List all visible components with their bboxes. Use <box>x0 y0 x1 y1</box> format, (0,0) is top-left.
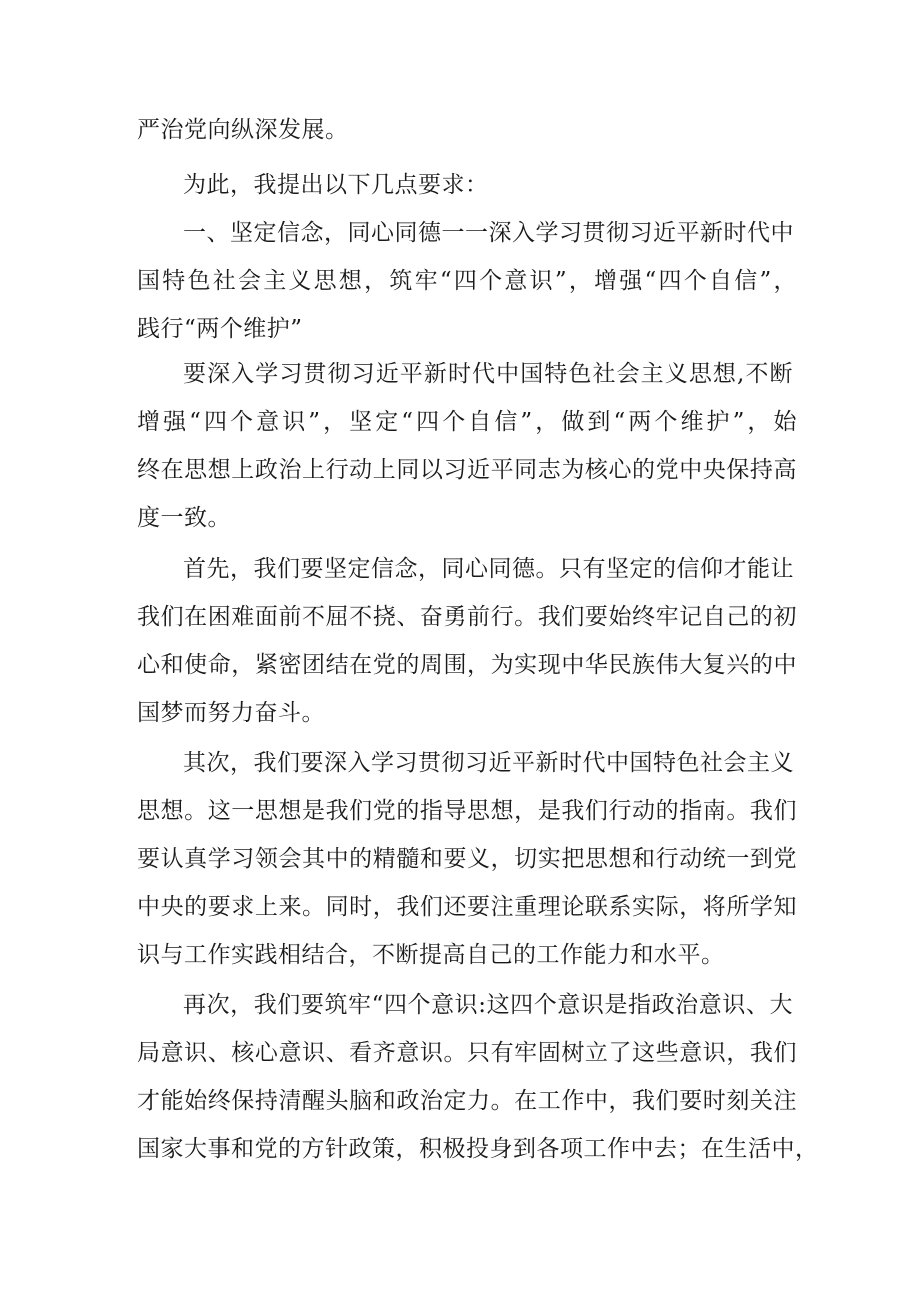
text-line: 要深入学习贯彻习近平新时代中国特色社会主义思想,不断 <box>183 361 793 387</box>
text-line: 增强“四个意识”，坚定“四个自信”，做到“两个维护”，始 <box>137 409 797 435</box>
text-line: 中央的要求上来。同时，我们还要注重理论联系实际，将所学知 <box>137 894 797 920</box>
text-line: 终在思想上政治上行动上同以习近平同志为核心的党中央保持高 <box>137 457 797 483</box>
text-line: 首先，我们要坚定信念，同心同德。只有坚定的信仰才能让 <box>183 556 794 582</box>
text-line: 度一致。 <box>137 505 231 531</box>
text-line: 要认真学习领会其中的精髓和要义，切实把思想和行动统一到党 <box>137 846 797 872</box>
text-line: 国梦而努力奋斗。 <box>137 700 325 726</box>
text-line: 思想。这一思想是我们党的指导思想，是我们行动的指南。我们 <box>137 798 797 824</box>
text-line: 识与工作实践相结合，不断提高自己的工作能力和水平。 <box>137 942 725 968</box>
text-line: 才能始终保持清醒头脑和政治定力。在工作中，我们要时刻关注 <box>137 1088 797 1114</box>
text-line: 严治党向纵深发展。 <box>137 117 349 143</box>
text-line: 其次，我们要深入学习贯彻习近平新时代中国特色社会主义 <box>183 750 794 776</box>
heading-line: 一、坚定信念，同心同德一一深入学习贯彻习近平新时代中 <box>183 220 794 246</box>
heading-line: 国特色社会主义思想，筑牢“四个意识”，增强“四个自信”， <box>137 268 797 294</box>
text-line: 我们在困难面前不屈不挠、奋勇前行。我们要始终牢记自己的初 <box>137 604 797 630</box>
text-line: 为此，我提出以下几点要求： <box>183 172 489 198</box>
text-line: 局意识、核心意识、看齐意识。只有牢固树立了这些意识，我们 <box>137 1040 797 1066</box>
text-line: 心和使命，紧密团结在党的周围，为实现中华民族伟大复兴的中 <box>137 652 797 678</box>
heading-line: 践行“两个维护” <box>137 316 303 342</box>
text-line: 再次，我们要筑牢“四个意识:这四个意识是指政治意识、大 <box>183 992 793 1018</box>
text-line: 国家大事和党的方针政策，积极投身到各项工作中去；在生活中， <box>137 1136 819 1162</box>
